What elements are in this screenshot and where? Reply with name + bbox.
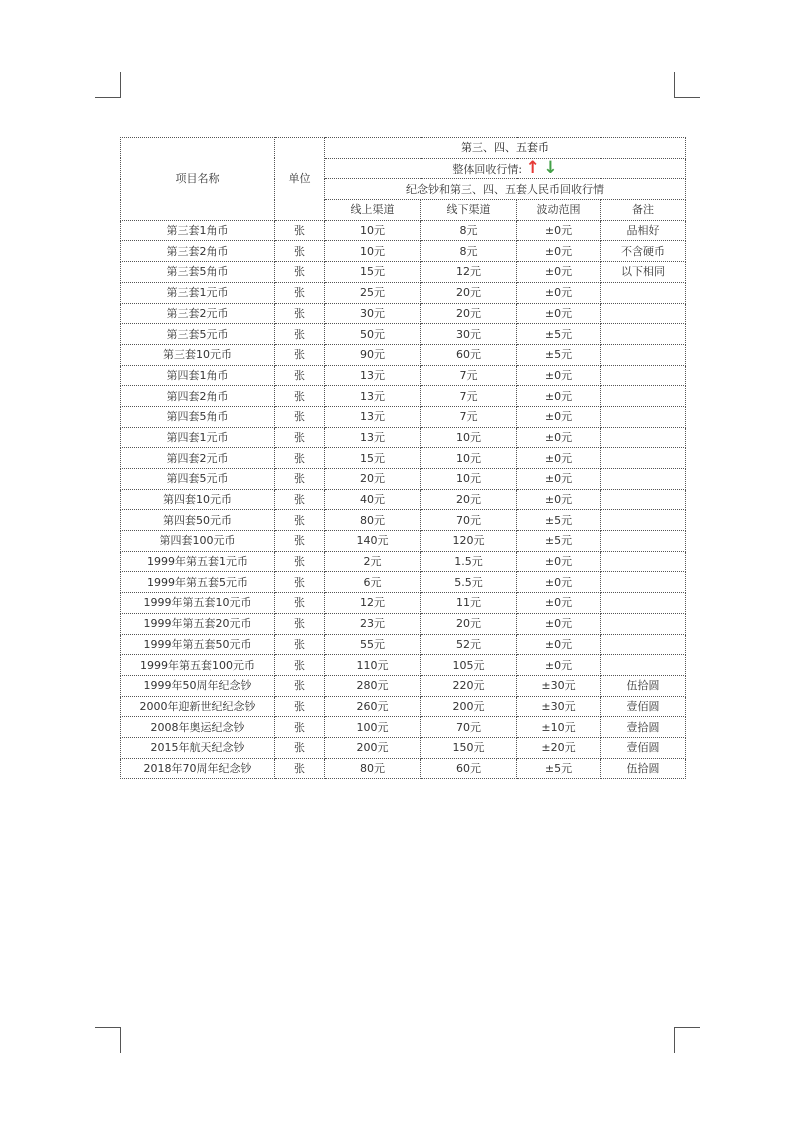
cell-online-price: 20元 xyxy=(325,469,421,490)
market-trend-subtitle xyxy=(325,158,686,179)
cell-unit: 张 xyxy=(275,241,325,262)
cell-online-price: 110元 xyxy=(325,655,421,676)
cell-fluctuation: ±0元 xyxy=(517,365,601,386)
cell-unit: 张 xyxy=(275,262,325,283)
page-title: 第三、四、五套币 xyxy=(325,138,686,159)
cell-offline-price: 52元 xyxy=(421,634,517,655)
cell-offline-price: 20元 xyxy=(421,282,517,303)
cell-fluctuation: ±0元 xyxy=(517,427,601,448)
cell-offline-price: 200元 xyxy=(421,696,517,717)
table-row xyxy=(121,675,686,696)
cell-offline-price: 30元 xyxy=(421,324,517,345)
table-row xyxy=(121,344,686,365)
cell-item-name: 2015年航天纪念钞 xyxy=(121,737,275,758)
cell-offline-price: 1.5元 xyxy=(421,551,517,572)
cell-online-price: 100元 xyxy=(325,717,421,738)
cell-item-name: 2008年奥运纪念钞 xyxy=(121,717,275,738)
cell-online-price: 55元 xyxy=(325,634,421,655)
cell-note xyxy=(601,282,686,303)
cell-item-name: 第四套2元币 xyxy=(121,448,275,469)
cell-unit: 张 xyxy=(275,572,325,593)
table-row xyxy=(121,406,686,427)
cell-note: 壹佰圆 xyxy=(601,737,686,758)
cell-fluctuation: ±0元 xyxy=(517,655,601,676)
cell-online-price: 50元 xyxy=(325,324,421,345)
cell-note xyxy=(601,324,686,345)
cell-unit: 张 xyxy=(275,758,325,779)
table-row xyxy=(121,262,686,283)
table-row xyxy=(121,696,686,717)
table-row xyxy=(121,365,686,386)
cell-offline-price: 220元 xyxy=(421,675,517,696)
cell-unit: 张 xyxy=(275,696,325,717)
cell-offline-price: 12元 xyxy=(421,262,517,283)
cell-online-price: 13元 xyxy=(325,386,421,407)
cell-fluctuation: ±5元 xyxy=(517,758,601,779)
cell-fluctuation: ±5元 xyxy=(517,531,601,552)
cell-fluctuation: ±20元 xyxy=(517,737,601,758)
cell-note xyxy=(601,365,686,386)
cell-offline-price: 70元 xyxy=(421,510,517,531)
cell-unit: 张 xyxy=(275,737,325,758)
crop-mark-bottom-right xyxy=(674,1027,700,1053)
column-header-note: 备注 xyxy=(601,200,686,221)
section-caption: 纪念钞和第三、四、五套人民币回收行情 xyxy=(325,179,686,200)
cell-note: 壹拾圆 xyxy=(601,717,686,738)
cell-online-price: 2元 xyxy=(325,551,421,572)
cell-offline-price: 20元 xyxy=(421,489,517,510)
cell-fluctuation: ±5元 xyxy=(517,510,601,531)
cell-fluctuation: ±0元 xyxy=(517,448,601,469)
cell-offline-price: 70元 xyxy=(421,717,517,738)
price-table xyxy=(120,137,686,779)
cell-item-name: 第三套2元币 xyxy=(121,303,275,324)
cell-note xyxy=(601,386,686,407)
table-row xyxy=(121,613,686,634)
cell-offline-price: 60元 xyxy=(421,758,517,779)
cell-fluctuation: ±0元 xyxy=(517,386,601,407)
cell-item-name: 第四套100元币 xyxy=(121,531,275,552)
cell-note xyxy=(601,448,686,469)
cell-unit: 张 xyxy=(275,675,325,696)
cell-fluctuation: ±0元 xyxy=(517,303,601,324)
cell-online-price: 80元 xyxy=(325,510,421,531)
cell-unit: 张 xyxy=(275,303,325,324)
cell-offline-price: 7元 xyxy=(421,406,517,427)
cell-online-price: 23元 xyxy=(325,613,421,634)
cell-online-price: 90元 xyxy=(325,344,421,365)
cell-note: 伍拾圆 xyxy=(601,758,686,779)
cell-note: 不含硬币 xyxy=(601,241,686,262)
cell-unit: 张 xyxy=(275,717,325,738)
cell-item-name: 第三套5元币 xyxy=(121,324,275,345)
cell-note xyxy=(601,303,686,324)
column-header-online: 线上渠道 xyxy=(325,200,421,221)
cell-unit: 张 xyxy=(275,551,325,572)
table-row xyxy=(121,634,686,655)
table-row xyxy=(121,241,686,262)
cell-offline-price: 8元 xyxy=(421,220,517,241)
cell-item-name: 第三套5角币 xyxy=(121,262,275,283)
table-row xyxy=(121,220,686,241)
cell-unit: 张 xyxy=(275,510,325,531)
table-row xyxy=(121,324,686,345)
cell-item-name: 1999年第五套50元币 xyxy=(121,634,275,655)
cell-offline-price: 7元 xyxy=(421,365,517,386)
subtitle-text: 整体回收行情: xyxy=(452,163,523,177)
table-row xyxy=(121,593,686,614)
cell-fluctuation: ±0元 xyxy=(517,220,601,241)
cell-item-name: 第四套2角币 xyxy=(121,386,275,407)
table-row xyxy=(121,489,686,510)
cell-item-name: 第四套1角币 xyxy=(121,365,275,386)
cell-offline-price: 5.5元 xyxy=(421,572,517,593)
cell-item-name: 1999年第五套1元币 xyxy=(121,551,275,572)
cell-offline-price: 20元 xyxy=(421,303,517,324)
cell-unit: 张 xyxy=(275,489,325,510)
cell-item-name: 1999年第五套20元币 xyxy=(121,613,275,634)
cell-offline-price: 8元 xyxy=(421,241,517,262)
cell-fluctuation: ±10元 xyxy=(517,717,601,738)
cell-online-price: 13元 xyxy=(325,427,421,448)
cell-note xyxy=(601,531,686,552)
cell-note xyxy=(601,469,686,490)
cell-note xyxy=(601,427,686,448)
cell-online-price: 10元 xyxy=(325,241,421,262)
crop-mark-bottom-left xyxy=(95,1027,121,1053)
cell-item-name: 第三套10元币 xyxy=(121,344,275,365)
cell-offline-price: 10元 xyxy=(421,469,517,490)
cell-offline-price: 150元 xyxy=(421,737,517,758)
cell-note xyxy=(601,593,686,614)
cell-online-price: 15元 xyxy=(325,448,421,469)
cell-unit: 张 xyxy=(275,220,325,241)
table-row xyxy=(121,427,686,448)
cell-fluctuation: ±5元 xyxy=(517,344,601,365)
crop-mark-top-left xyxy=(95,72,121,98)
crop-mark-top-right xyxy=(674,72,700,98)
cell-fluctuation: ±0元 xyxy=(517,593,601,614)
cell-online-price: 140元 xyxy=(325,531,421,552)
cell-item-name: 1999年第五套10元币 xyxy=(121,593,275,614)
cell-item-name: 1999年50周年纪念钞 xyxy=(121,675,275,696)
cell-unit: 张 xyxy=(275,365,325,386)
cell-online-price: 260元 xyxy=(325,696,421,717)
cell-unit: 张 xyxy=(275,634,325,655)
cell-item-name: 第四套10元币 xyxy=(121,489,275,510)
item-name-header: 项目名称 xyxy=(121,138,275,221)
table-row xyxy=(121,448,686,469)
table-row xyxy=(121,551,686,572)
cell-fluctuation: ±0元 xyxy=(517,406,601,427)
cell-note: 以下相同 xyxy=(601,262,686,283)
cell-item-name: 第三套1元币 xyxy=(121,282,275,303)
cell-note xyxy=(601,572,686,593)
cell-note xyxy=(601,655,686,676)
table-row xyxy=(121,737,686,758)
cell-unit: 张 xyxy=(275,655,325,676)
column-header-offline: 线下渠道 xyxy=(421,200,517,221)
cell-offline-price: 120元 xyxy=(421,531,517,552)
cell-note xyxy=(601,489,686,510)
cell-note xyxy=(601,406,686,427)
table-row xyxy=(121,758,686,779)
cell-item-name: 第三套2角币 xyxy=(121,241,275,262)
cell-offline-price: 10元 xyxy=(421,448,517,469)
cell-fluctuation: ±0元 xyxy=(517,262,601,283)
cell-fluctuation: ±30元 xyxy=(517,675,601,696)
table-row xyxy=(121,282,686,303)
table-row xyxy=(121,531,686,552)
cell-unit: 张 xyxy=(275,427,325,448)
arrow-up-icon: ↑ xyxy=(525,158,540,179)
cell-online-price: 200元 xyxy=(325,737,421,758)
column-header-range: 波动范围 xyxy=(517,200,601,221)
cell-online-price: 25元 xyxy=(325,282,421,303)
cell-fluctuation: ±0元 xyxy=(517,613,601,634)
table-row xyxy=(121,303,686,324)
cell-item-name: 第四套5角币 xyxy=(121,406,275,427)
cell-fluctuation: ±0元 xyxy=(517,241,601,262)
cell-online-price: 12元 xyxy=(325,593,421,614)
cell-fluctuation: ±0元 xyxy=(517,469,601,490)
cell-fluctuation: ±30元 xyxy=(517,696,601,717)
cell-item-name: 第四套5元币 xyxy=(121,469,275,490)
table-row xyxy=(121,469,686,490)
cell-offline-price: 11元 xyxy=(421,593,517,614)
arrow-down-icon: ↓ xyxy=(543,158,558,179)
cell-note xyxy=(601,613,686,634)
cell-unit: 张 xyxy=(275,448,325,469)
cell-unit: 张 xyxy=(275,386,325,407)
cell-note xyxy=(601,551,686,572)
cell-note: 品相好 xyxy=(601,220,686,241)
cell-unit: 张 xyxy=(275,406,325,427)
cell-online-price: 280元 xyxy=(325,675,421,696)
cell-online-price: 6元 xyxy=(325,572,421,593)
table-row xyxy=(121,655,686,676)
cell-offline-price: 60元 xyxy=(421,344,517,365)
cell-fluctuation: ±0元 xyxy=(517,572,601,593)
cell-online-price: 10元 xyxy=(325,220,421,241)
cell-item-name: 1999年第五套100元币 xyxy=(121,655,275,676)
cell-offline-price: 7元 xyxy=(421,386,517,407)
cell-unit: 张 xyxy=(275,282,325,303)
unit-header: 单位 xyxy=(275,138,325,221)
cell-offline-price: 105元 xyxy=(421,655,517,676)
cell-offline-price: 10元 xyxy=(421,427,517,448)
cell-online-price: 40元 xyxy=(325,489,421,510)
cell-item-name: 第四套50元币 xyxy=(121,510,275,531)
cell-unit: 张 xyxy=(275,344,325,365)
table-row xyxy=(121,572,686,593)
cell-item-name: 第四套1元币 xyxy=(121,427,275,448)
cell-unit: 张 xyxy=(275,324,325,345)
cell-item-name: 2018年70周年纪念钞 xyxy=(121,758,275,779)
cell-item-name: 2000年迎新世纪纪念钞 xyxy=(121,696,275,717)
cell-online-price: 13元 xyxy=(325,365,421,386)
cell-note xyxy=(601,344,686,365)
cell-unit: 张 xyxy=(275,593,325,614)
cell-note xyxy=(601,510,686,531)
cell-note: 伍拾圆 xyxy=(601,675,686,696)
cell-fluctuation: ±5元 xyxy=(517,324,601,345)
cell-fluctuation: ±0元 xyxy=(517,634,601,655)
cell-note xyxy=(601,634,686,655)
table-row xyxy=(121,510,686,531)
table-row xyxy=(121,386,686,407)
cell-offline-price: 20元 xyxy=(421,613,517,634)
table-row xyxy=(121,717,686,738)
cell-online-price: 15元 xyxy=(325,262,421,283)
cell-note: 壹佰圆 xyxy=(601,696,686,717)
cell-online-price: 30元 xyxy=(325,303,421,324)
cell-fluctuation: ±0元 xyxy=(517,489,601,510)
cell-unit: 张 xyxy=(275,613,325,634)
cell-item-name: 1999年第五套5元币 xyxy=(121,572,275,593)
cell-online-price: 13元 xyxy=(325,406,421,427)
cell-fluctuation: ±0元 xyxy=(517,282,601,303)
cell-fluctuation: ±0元 xyxy=(517,551,601,572)
cell-unit: 张 xyxy=(275,531,325,552)
cell-online-price: 80元 xyxy=(325,758,421,779)
cell-item-name: 第三套1角币 xyxy=(121,220,275,241)
cell-unit: 张 xyxy=(275,469,325,490)
